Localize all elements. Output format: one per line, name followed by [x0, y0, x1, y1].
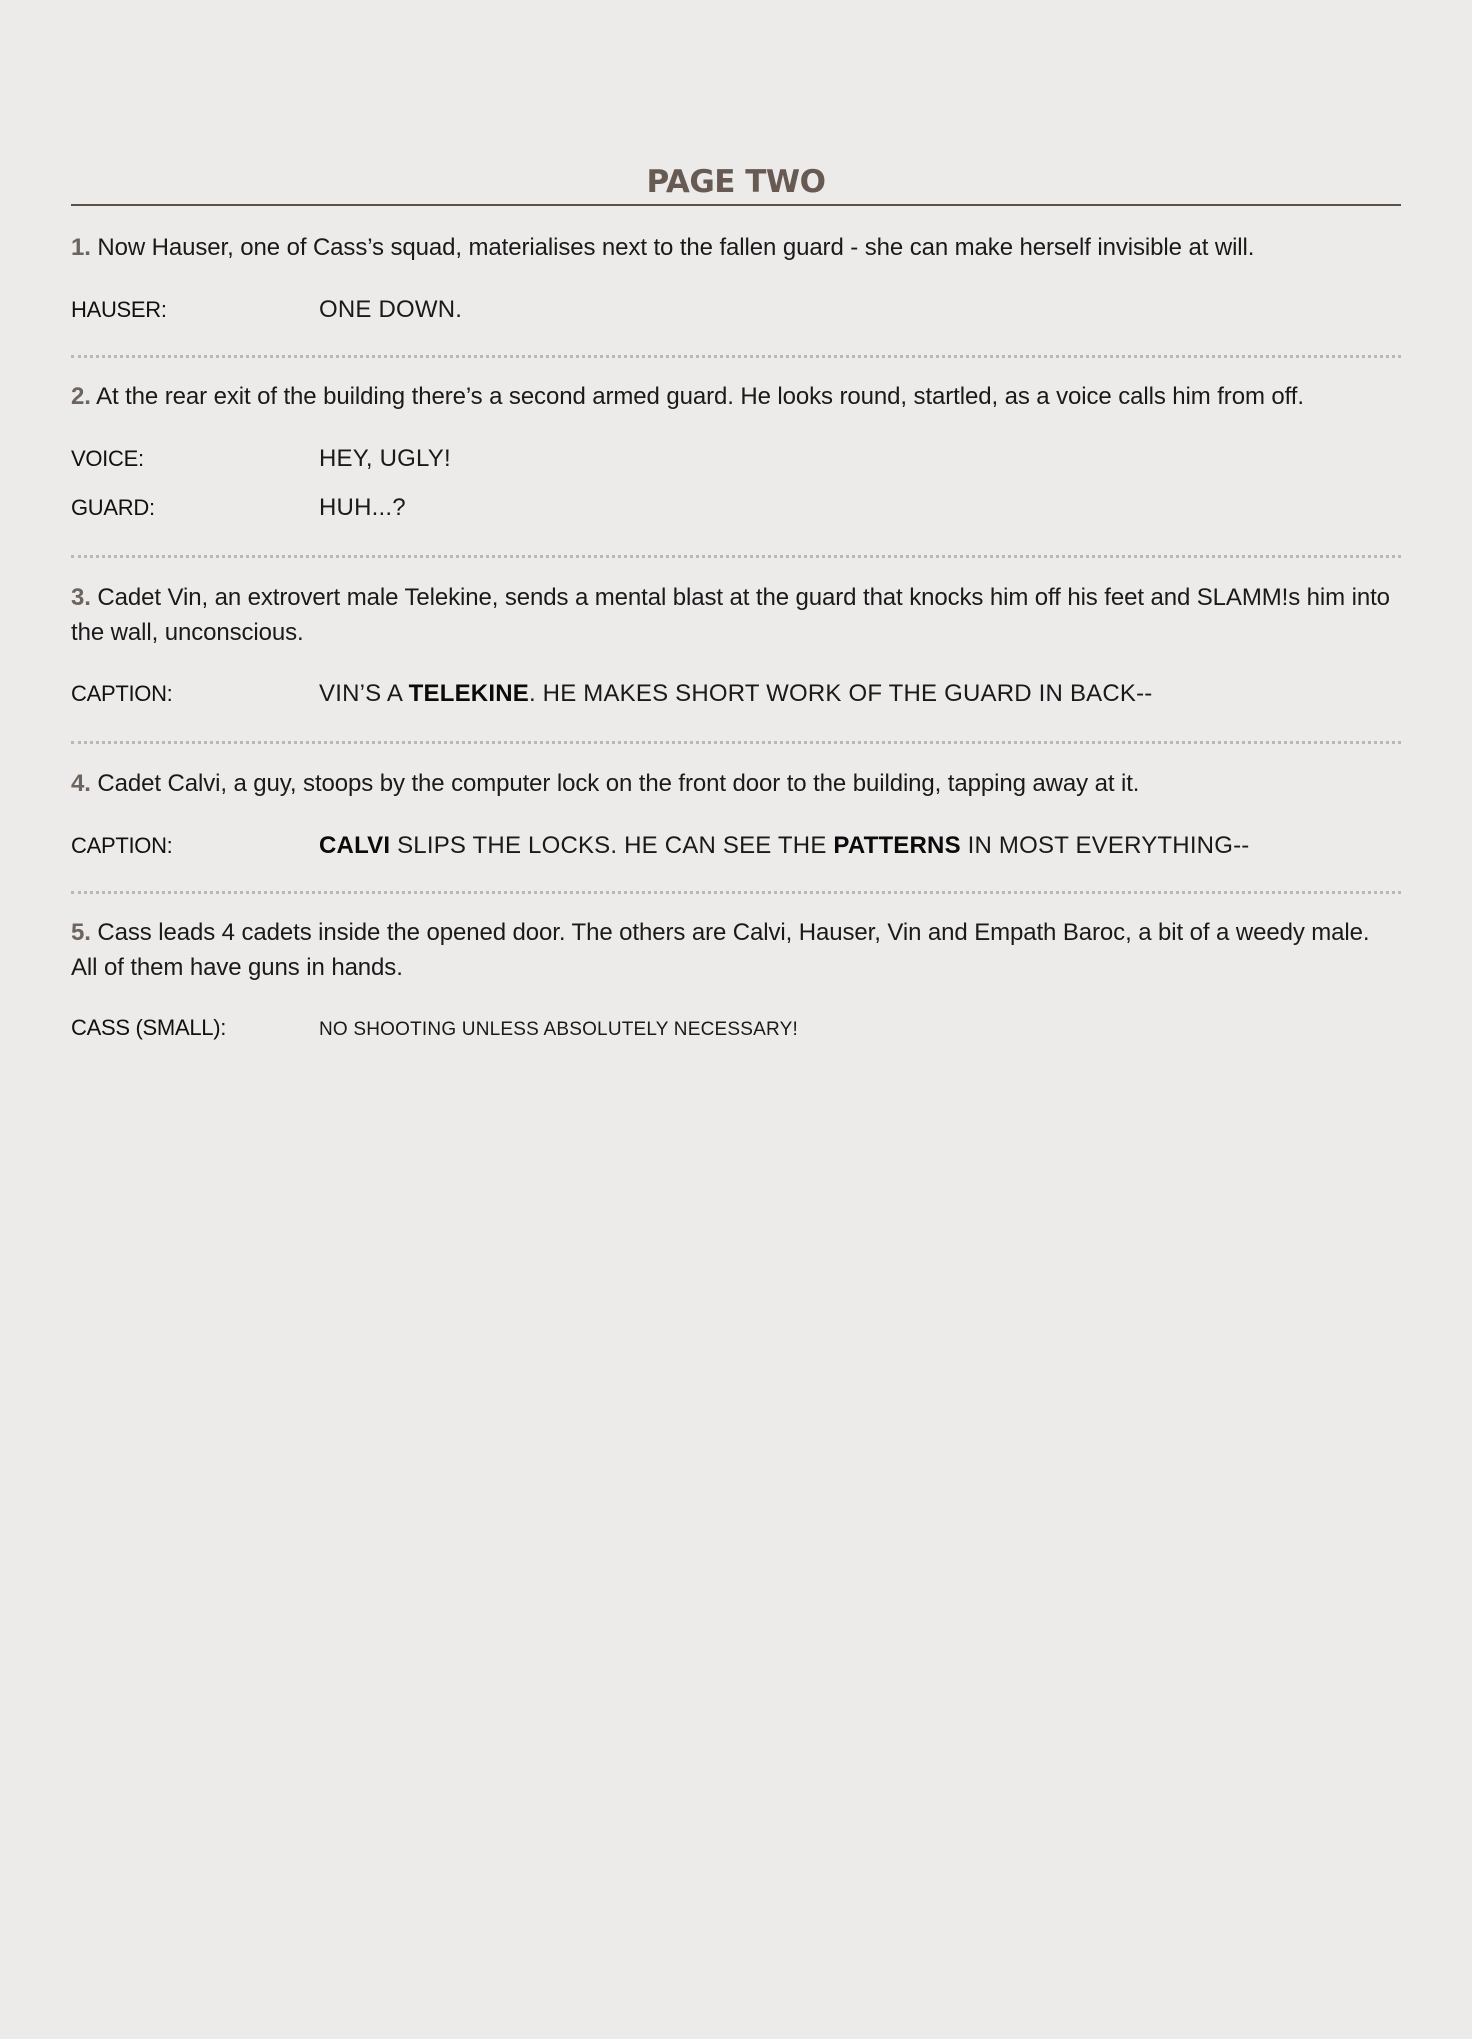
dialogue-text [319, 829, 1401, 863]
dialogue-text: HUH...? [319, 494, 406, 521]
speaker-label: CAPTION: [71, 833, 173, 858]
dialogue-line [71, 491, 1401, 525]
dialogue-segment: IN MOST EVERYTHING-- [960, 832, 1250, 859]
panel-separator [71, 741, 1401, 744]
dialogue-line [71, 677, 1401, 711]
dialogue-line [71, 442, 1401, 476]
dialogue-segment: SLIPS THE LOCKS. HE CAN SEE THE [390, 832, 834, 859]
panel-number: 3. [71, 584, 91, 611]
dialogue-bold-term: PATTERNS [833, 832, 961, 859]
speaker-label: CASS (SMALL): [71, 1015, 227, 1040]
panel-description-text: At the rear exit of the building there’s a second armed guard. He looks round, startled, as a voice calls him from off. [90, 383, 1304, 410]
dialogue-line [71, 829, 1401, 863]
panel-number: 1. [71, 234, 91, 261]
panel-description [71, 230, 1401, 265]
dialogue-bold-term: CALVI [319, 832, 391, 859]
panel-description-text: Cadet Vin, an extrovert male Telekine, sends a mental blast at the guard that knocks him off his feet and SLAMM!s him into the wall, unconscious. [71, 584, 1390, 646]
panel-number: 5. [71, 919, 91, 946]
panel-1 [71, 230, 1401, 327]
panel-4 [71, 766, 1401, 863]
panel-description [71, 379, 1401, 414]
panel-3 [71, 580, 1401, 711]
panel-description-text: Cadet Calvi, a guy, stoops by the computer lock on the front door to the building, tapping away at it. [90, 770, 1140, 797]
dialogue-text: HEY, UGLY! [319, 445, 451, 472]
dialogue-segment: . HE MAKES SHORT WORK OF THE GUARD IN BACK-- [528, 680, 1153, 707]
speaker-label: CAPTION: [71, 681, 173, 706]
panel-number: 2. [71, 383, 91, 410]
script-page [71, 160, 1401, 1047]
panel-number: 4. [71, 770, 91, 797]
speaker-label: GUARD: [71, 495, 155, 520]
dialogue-line [71, 1011, 1401, 1047]
panel-5 [71, 915, 1401, 1047]
dialogue-bold-term: TELEKINE [408, 680, 529, 707]
panel-separator [71, 555, 1401, 558]
panel-separator [71, 891, 1401, 894]
dialogue-text: ONE DOWN. [319, 296, 463, 323]
panel-description [71, 915, 1401, 985]
dialogue-segment: VIN’S A [319, 680, 409, 707]
panel-description [71, 766, 1401, 801]
dialogue-line [71, 293, 1401, 327]
speaker-label: VOICE: [71, 446, 144, 471]
panel-description-text: Now Hauser, one of Cass’s squad, materialises next to the fallen guard - she can make herself invisible at will. [90, 234, 1255, 261]
dialogue-text: NO SHOOTING UNLESS ABSOLUTELY NECESSARY! [319, 1019, 798, 1040]
panel-2 [71, 379, 1401, 525]
speaker-label: HAUSER: [71, 297, 167, 322]
panel-description [71, 580, 1401, 650]
dialogue-text [319, 677, 1401, 711]
panel-separator [71, 355, 1401, 358]
panel-description-text: Cass leads 4 cadets inside the opened door. The others are Calvi, Hauser, Vin and Empath Baroc, a bit of a weedy male. All of them have guns in hands. [71, 919, 1370, 981]
page-title: PAGE TWO [71, 160, 1401, 206]
